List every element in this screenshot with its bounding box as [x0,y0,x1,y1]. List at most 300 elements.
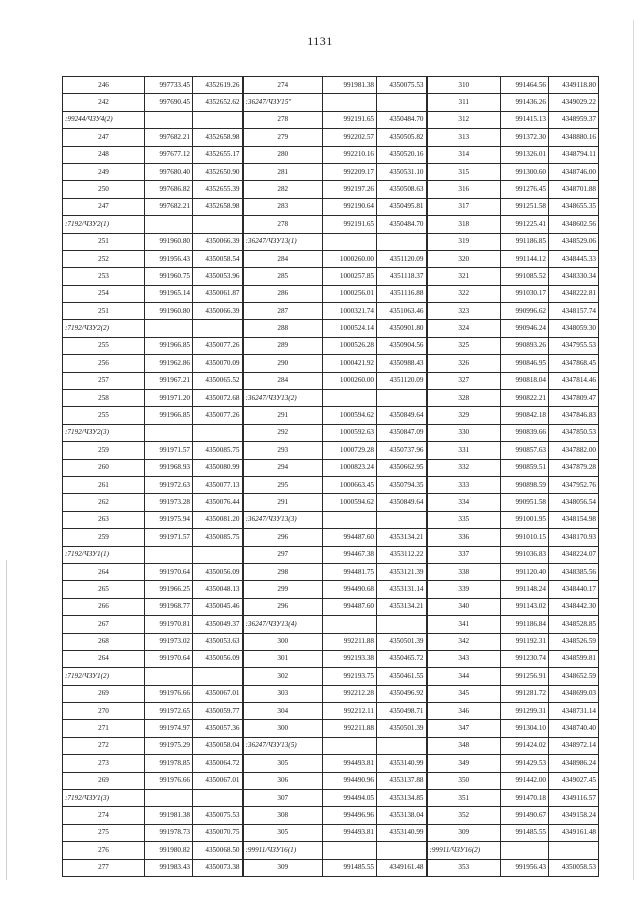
table-row [63,807,599,824]
y-coordinate: 4351116.88 [377,285,427,302]
x-coordinate: 1000421.92 [323,355,377,372]
y-coordinate [377,616,427,633]
y-coordinate: 4348602.56 [549,216,599,233]
x-coordinate: 1000663.45 [323,476,377,493]
y-coordinate: 4350068.50 [193,842,243,859]
y-coordinate: 4350049.37 [193,616,243,633]
point-number: 294 [243,459,323,476]
y-coordinate: 4350059.77 [193,703,243,720]
y-coordinate: 4352658.98 [193,198,243,215]
table-row [63,546,599,563]
point-number: 317 [427,198,501,215]
y-coordinate: 4352619.26 [193,77,243,94]
x-coordinate: 991120.40 [501,563,549,580]
table-row [63,459,599,476]
point-number: 325 [427,337,501,354]
y-coordinate: 4350067.01 [193,772,243,789]
y-coordinate: 4350048.13 [193,581,243,598]
table-row [63,337,599,354]
table-row [63,372,599,389]
table-row [63,233,599,250]
point-number: 340 [427,598,501,615]
y-coordinate: 4348529.06 [549,233,599,250]
x-coordinate: 1000321.74 [323,303,377,320]
y-coordinate: 4350064.72 [193,755,243,772]
x-coordinate: 994496.96 [323,807,377,824]
parcel-label: :7192/ЧЗУ2(2) [63,320,145,337]
x-coordinate: 991966.85 [145,407,193,424]
x-coordinate [501,842,549,859]
x-coordinate [323,616,377,633]
y-coordinate: 4349158.24 [549,807,599,824]
y-coordinate: 4348731.14 [549,703,599,720]
point-number: 263 [63,511,145,528]
y-coordinate: 4349027.45 [549,772,599,789]
y-coordinate: 4350065.52 [193,372,243,389]
point-number: 255 [63,337,145,354]
y-coordinate: 4350495.81 [377,198,427,215]
point-number: 299 [243,581,323,598]
y-coordinate: 4350849.64 [377,494,427,511]
x-coordinate: 1000592.63 [323,424,377,441]
x-coordinate [323,511,377,528]
point-number: 277 [63,859,145,876]
x-coordinate: 991010.15 [501,529,549,546]
x-coordinate [145,216,193,233]
y-coordinate: 4348442.30 [549,598,599,615]
table-row [63,529,599,546]
parcel-label: :7192/ЧЗУ2(3) [63,424,145,441]
x-coordinate: 992191.65 [323,216,377,233]
y-coordinate: 4352658.98 [193,129,243,146]
y-coordinate: 4353137.88 [377,772,427,789]
point-number: 252 [63,250,145,267]
x-coordinate: 991971.57 [145,442,193,459]
y-coordinate: 4350072.68 [193,390,243,407]
y-coordinate: 4350662.95 [377,459,427,476]
x-coordinate: 992191.65 [323,111,377,128]
point-number: 311 [427,94,501,111]
point-number: 284 [243,250,323,267]
x-coordinate: 991442.00 [501,772,549,789]
y-coordinate: 4352655.17 [193,146,243,163]
x-coordinate: 990857.63 [501,442,549,459]
x-coordinate: 1000594.62 [323,494,377,511]
point-number: 256 [63,355,145,372]
y-coordinate: 4350057.36 [193,720,243,737]
y-coordinate: 4347952.76 [549,476,599,493]
x-coordinate: 991972.63 [145,476,193,493]
y-coordinate: 4350505.82 [377,129,427,146]
y-coordinate [193,668,243,685]
x-coordinate: 991485.55 [323,859,377,876]
y-coordinate: 4350849.64 [377,407,427,424]
y-coordinate: 4350056.09 [193,563,243,580]
table-row [63,303,599,320]
point-number: 301 [243,650,323,667]
point-number: 313 [427,129,501,146]
x-coordinate: 1000526.28 [323,337,377,354]
table-row [63,163,599,180]
y-coordinate: 4350465.72 [377,650,427,667]
point-number: 266 [63,598,145,615]
table-row [63,511,599,528]
x-coordinate: 991967.21 [145,372,193,389]
y-coordinate: 4353140.99 [377,755,427,772]
point-number: 314 [427,146,501,163]
point-number: 353 [427,859,501,876]
y-coordinate: 4350847.09 [377,424,427,441]
table-row [63,737,599,754]
y-coordinate: 4350737.96 [377,442,427,459]
x-coordinate: 997682.21 [145,198,193,215]
scan-edge-right [633,20,634,880]
x-coordinate: 991973.28 [145,494,193,511]
point-number: 287 [243,303,323,320]
y-coordinate: 4348440.17 [549,581,599,598]
y-coordinate: 4348880.16 [549,129,599,146]
table-row [63,824,599,841]
y-coordinate: 4348599.81 [549,650,599,667]
parcel-label: :36247/ЧЗУ13(2) [243,390,323,407]
point-number: 334 [427,494,501,511]
y-coordinate: 4353121.39 [377,563,427,580]
point-number: 254 [63,285,145,302]
point-number: 249 [63,163,145,180]
x-coordinate: 997733.45 [145,77,193,94]
y-coordinate: 4350484.70 [377,216,427,233]
y-coordinate: 4348526.59 [549,633,599,650]
point-number: 300 [243,633,323,650]
x-coordinate: 991978.73 [145,824,193,841]
point-number: 309 [427,824,501,841]
point-number: 262 [63,494,145,511]
x-coordinate: 997680.40 [145,163,193,180]
point-number: 267 [63,616,145,633]
x-coordinate: 1000823.24 [323,459,377,476]
y-coordinate: 4349161.48 [549,824,599,841]
point-number: 342 [427,633,501,650]
point-number: 345 [427,685,501,702]
x-coordinate [323,390,377,407]
y-coordinate: 4348157.74 [549,303,599,320]
y-coordinate [377,511,427,528]
point-number: 281 [243,163,323,180]
y-coordinate: 4353140.99 [377,824,427,841]
x-coordinate: 991975.29 [145,737,193,754]
point-number: 251 [63,233,145,250]
x-coordinate: 991971.57 [145,529,193,546]
table-row [63,703,599,720]
x-coordinate: 994481.75 [323,563,377,580]
table-row [63,790,599,807]
y-coordinate: 4347850.53 [549,424,599,441]
point-number: 257 [63,372,145,389]
x-coordinate: 990839.66 [501,424,549,441]
point-number: 331 [427,442,501,459]
table-row [63,476,599,493]
point-number: 270 [63,703,145,720]
y-coordinate: 4350501.39 [377,633,427,650]
table-row [63,442,599,459]
point-number: 343 [427,650,501,667]
x-coordinate: 991415.13 [501,111,549,128]
point-number: 264 [63,650,145,667]
point-number: 312 [427,111,501,128]
x-coordinate: 992212.11 [323,703,377,720]
point-number: 296 [243,598,323,615]
x-coordinate: 991144.12 [501,250,549,267]
point-number: 298 [243,563,323,580]
x-coordinate [145,546,193,563]
x-coordinate [145,790,193,807]
x-coordinate: 991429.53 [501,755,549,772]
x-coordinate: 991281.72 [501,685,549,702]
point-number: 329 [427,407,501,424]
x-coordinate: 992211.88 [323,720,377,737]
x-coordinate: 997686.82 [145,181,193,198]
x-coordinate: 991464.56 [501,77,549,94]
point-number: 318 [427,216,501,233]
y-coordinate: 4349161.48 [377,859,427,876]
point-number: 346 [427,703,501,720]
x-coordinate: 991981.38 [323,77,377,94]
table-row [63,268,599,285]
table-row [63,598,599,615]
point-number: 275 [63,824,145,841]
point-number: 265 [63,581,145,598]
table-row [63,94,599,111]
y-coordinate [193,216,243,233]
x-coordinate: 991973.02 [145,633,193,650]
point-number: 284 [243,372,323,389]
y-coordinate: 4348655.35 [549,198,599,215]
x-coordinate: 994487.60 [323,598,377,615]
x-coordinate: 990842.18 [501,407,549,424]
point-number: 269 [63,685,145,702]
x-coordinate [323,233,377,250]
point-number: 291 [243,494,323,511]
y-coordinate [377,390,427,407]
point-number: 269 [63,772,145,789]
point-number: 246 [63,77,145,94]
x-coordinate: 991148.24 [501,581,549,598]
x-coordinate: 991965.14 [145,285,193,302]
y-coordinate: 4352650.90 [193,163,243,180]
x-coordinate: 994490.96 [323,772,377,789]
x-coordinate: 991490.67 [501,807,549,824]
point-number: 335 [427,511,501,528]
parcel-label: :7192/ЧЗУ1(1) [63,546,145,563]
parcel-label: :99911/ЧЗУ16(1) [243,842,323,859]
y-coordinate: 4350073.38 [193,859,243,876]
y-coordinate: 4348385.56 [549,563,599,580]
y-coordinate: 4350077.26 [193,337,243,354]
point-number: 259 [63,529,145,546]
y-coordinate: 4350045.46 [193,598,243,615]
x-coordinate: 994490.68 [323,581,377,598]
y-coordinate: 4350070.75 [193,824,243,841]
y-coordinate: 4350501.39 [377,720,427,737]
point-number: 341 [427,616,501,633]
point-number: 305 [243,755,323,772]
x-coordinate: 991372.30 [501,129,549,146]
point-number: 288 [243,320,323,337]
x-coordinate: 991225.41 [501,216,549,233]
point-number: 296 [243,529,323,546]
point-number: 293 [243,442,323,459]
table-row [63,616,599,633]
x-coordinate: 991300.60 [501,163,549,180]
parcel-label: :36247/ЧЗУ13(3) [243,511,323,528]
x-coordinate: 991983.43 [145,859,193,876]
x-coordinate: 991956.43 [145,250,193,267]
point-number: 272 [63,737,145,754]
x-coordinate: 1000594.62 [323,407,377,424]
x-coordinate: 991981.38 [145,807,193,824]
y-coordinate: 4350461.55 [377,668,427,685]
x-coordinate: 992202.57 [323,129,377,146]
point-number: 291 [243,407,323,424]
y-coordinate: 4353134.21 [377,529,427,546]
table-row [63,407,599,424]
y-coordinate: 4350056.09 [193,650,243,667]
x-coordinate: 994467.38 [323,546,377,563]
coordinates-table [62,76,599,877]
point-number: 352 [427,807,501,824]
y-coordinate: 4349029.22 [549,94,599,111]
table-row [63,111,599,128]
point-number: 344 [427,668,501,685]
y-coordinate: 4350988.43 [377,355,427,372]
x-coordinate: 991976.66 [145,685,193,702]
y-coordinate: 4348652.59 [549,668,599,685]
y-coordinate: 4348972.14 [549,737,599,754]
y-coordinate: 4348959.37 [549,111,599,128]
point-number: 338 [427,563,501,580]
parcel-label: :36247/ЧЗУ13(5) [243,737,323,754]
point-number: 320 [427,250,501,267]
y-coordinate: 4351118.37 [377,268,427,285]
point-number: 330 [427,424,501,441]
x-coordinate: 991960.80 [145,233,193,250]
x-coordinate: 991326.01 [501,146,549,163]
x-coordinate: 991192.31 [501,633,549,650]
y-coordinate: 4347809.47 [549,390,599,407]
y-coordinate: 4350077.26 [193,407,243,424]
y-coordinate: 4350067.01 [193,685,243,702]
y-coordinate: 4350058.53 [549,859,599,876]
y-coordinate: 4348222.81 [549,285,599,302]
x-coordinate: 1000256.01 [323,285,377,302]
x-coordinate: 991276.45 [501,181,549,198]
y-coordinate: 4347879.28 [549,459,599,476]
x-coordinate: 991230.74 [501,650,549,667]
table-row [63,77,599,94]
x-coordinate: 992210.16 [323,146,377,163]
point-number: 323 [427,303,501,320]
x-coordinate: 991971.20 [145,390,193,407]
x-coordinate: 992209.17 [323,163,377,180]
point-number: 259 [63,442,145,459]
point-number: 255 [63,407,145,424]
x-coordinate: 991485.55 [501,824,549,841]
scan-edge-left [6,560,7,880]
point-number: 273 [63,755,145,772]
x-coordinate: 991256.91 [501,668,549,685]
x-coordinate: 991968.93 [145,459,193,476]
table-row [63,755,599,772]
table-row [63,650,599,667]
point-number: 332 [427,459,501,476]
y-coordinate: 4353138.04 [377,807,427,824]
y-coordinate [377,842,427,859]
point-number: 247 [63,198,145,215]
point-number: 248 [63,146,145,163]
y-coordinate [193,790,243,807]
point-number: 250 [63,181,145,198]
x-coordinate [145,668,193,685]
x-coordinate: 991030.17 [501,285,549,302]
y-coordinate: 4350085.75 [193,529,243,546]
table-row [63,494,599,511]
x-coordinate: 991970.64 [145,563,193,580]
x-coordinate: 991470.18 [501,790,549,807]
point-number: 285 [243,268,323,285]
point-number: 253 [63,268,145,285]
y-coordinate: 4348528.85 [549,616,599,633]
page-number: 1131 [307,34,333,48]
point-number: 304 [243,703,323,720]
point-number: 276 [63,842,145,859]
point-number: 348 [427,737,501,754]
y-coordinate: 4350498.71 [377,703,427,720]
x-coordinate: 991956.43 [501,859,549,876]
x-coordinate: 991978.85 [145,755,193,772]
y-coordinate: 4350058.04 [193,737,243,754]
x-coordinate: 991968.77 [145,598,193,615]
y-coordinate: 4351120.09 [377,250,427,267]
parcel-label: :99911/ЧЗУ16(2) [427,842,501,859]
x-coordinate: 994487.60 [323,529,377,546]
x-coordinate: 990951.58 [501,494,549,511]
y-coordinate: 4350053.96 [193,268,243,285]
point-number: 247 [63,129,145,146]
x-coordinate: 992190.64 [323,198,377,215]
x-coordinate: 992193.75 [323,668,377,685]
x-coordinate: 991974.97 [145,720,193,737]
y-coordinate: 4352652.62 [193,94,243,111]
point-number: 274 [63,807,145,824]
point-number: 278 [243,111,323,128]
y-coordinate: 4348740.40 [549,720,599,737]
y-coordinate: 4350508.63 [377,181,427,198]
y-coordinate: 4353134.85 [377,790,427,807]
y-coordinate: 4348170.93 [549,529,599,546]
x-coordinate: 991960.80 [145,303,193,320]
x-coordinate: 997690.45 [145,94,193,111]
point-number: 333 [427,476,501,493]
table-row [63,285,599,302]
y-coordinate: 4350794.35 [377,476,427,493]
y-coordinate: 4348056.54 [549,494,599,511]
x-coordinate: 994493.81 [323,824,377,841]
y-coordinate: 4348224.07 [549,546,599,563]
y-coordinate: 4353134.21 [377,598,427,615]
y-coordinate [377,737,427,754]
point-number: 292 [243,424,323,441]
y-coordinate [193,320,243,337]
